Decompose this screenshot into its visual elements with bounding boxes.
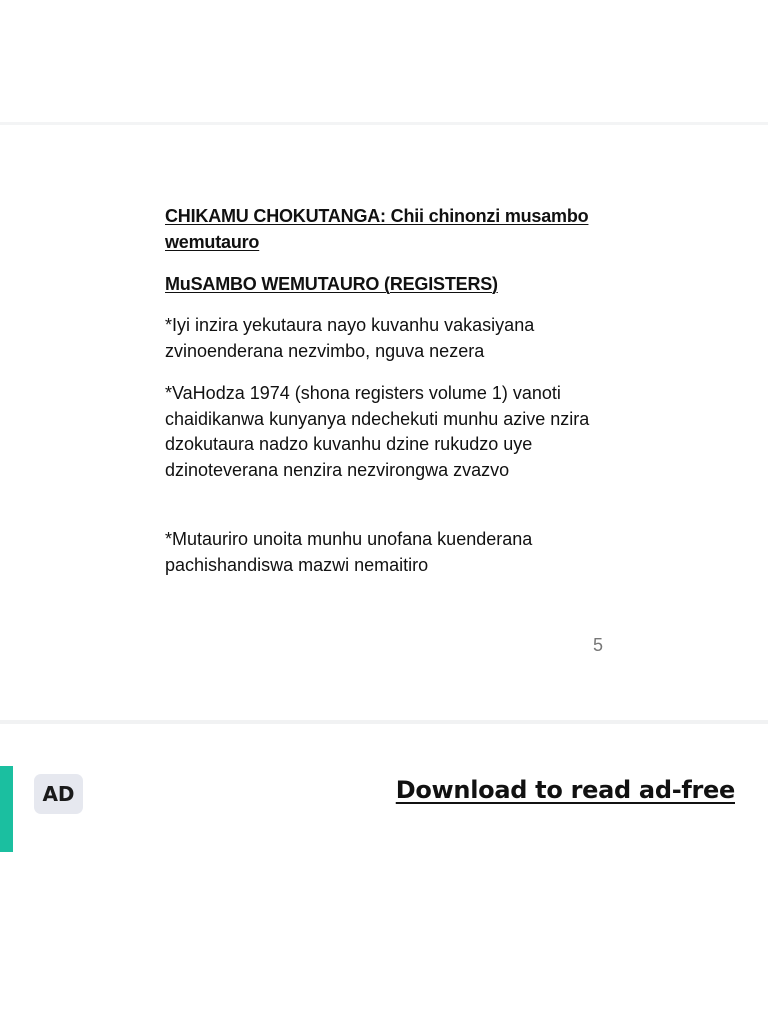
ad-badge: AD [34,774,83,814]
page-number: 5 [593,635,604,655]
subsection-heading: MuSAMBO WEMUTAURO (REGISTERS) [165,274,498,294]
top-blank-area [0,0,768,122]
ad-banner [0,724,768,1024]
section-heading: CHIKAMU CHOKUTANGA: Chii chinonzi musambo wemutauro [165,206,589,252]
paragraph-mutauriro: *Mutauriro unoita munhu unofana kuenderana pachishandiswa mazwi nemaitiro [165,529,533,575]
download-ad-free-link[interactable]: Download to read ad-free [395,776,735,804]
paragraph-hodza: *VaHodza 1974 (shona registers volume 1) vanoti chaidikanwa kunyanya ndechekuti munhu azive nzira dzokutaura nadzo kuvanhu dzine rukudzo uye dzinoteverana nenzira nezvirongwa zvazvo [165,383,590,480]
document-page [0,125,768,720]
ad-accent-bar [0,766,13,852]
paragraph-definition: *Iyi inzira yekutaura nayo kuvanhu vakasiyana zvinoenderana nezvimbo, nguva nezera [165,315,535,361]
